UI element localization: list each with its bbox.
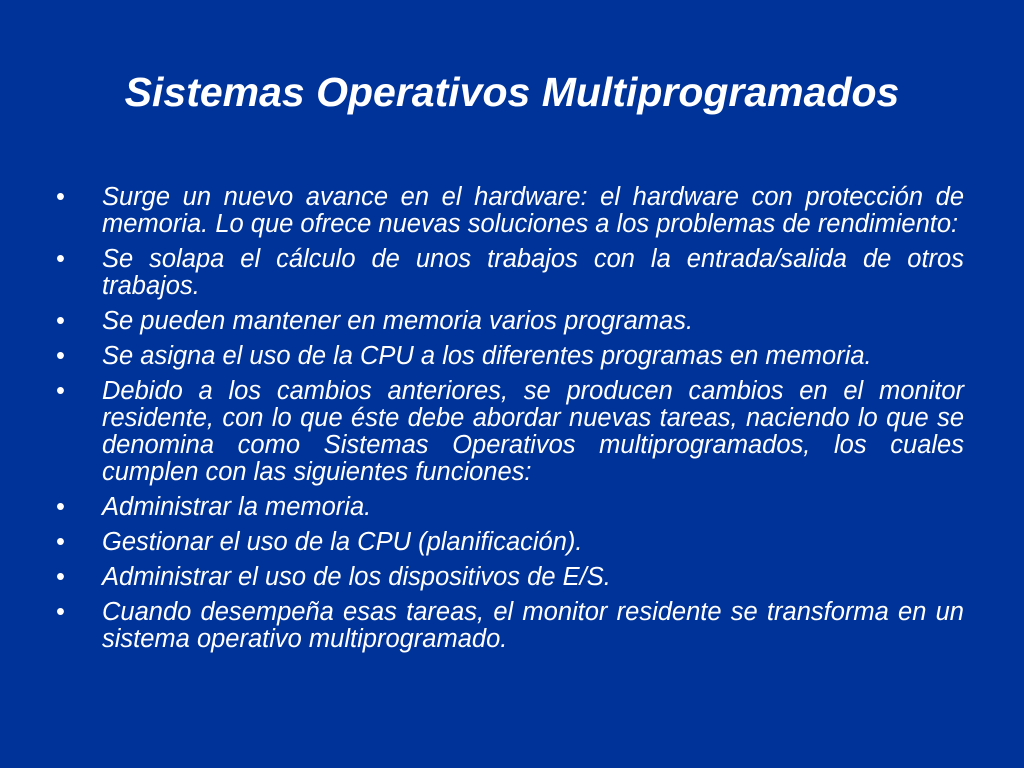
bullet-text: Se solapa el cálculo de unos trabajos con la entrada/salida de otros trabajos. <box>102 245 964 300</box>
bullet-text: Surge un nuevo avance en el hardware: el hardware con protección de memoria. Lo que ofrece nuevas soluciones a los problemas de rendimiento: <box>102 183 964 238</box>
bullet-item <box>56 246 964 300</box>
bullet-icon: • <box>56 342 65 370</box>
bullet-item <box>56 378 964 486</box>
bullet-icon: • <box>56 528 65 556</box>
bullet-text: Gestionar el uso de la CPU (planificación). <box>102 528 583 556</box>
bullet-text: Administrar el uso de los dispositivos de E/S. <box>102 563 611 591</box>
bullet-icon: • <box>56 563 65 591</box>
bullet-item <box>56 599 964 653</box>
slide-title: Sistemas Operativos Multiprogramados <box>124 69 900 115</box>
bullet-icon: • <box>56 245 65 273</box>
bullet-item <box>56 308 964 335</box>
bullet-list <box>56 184 964 661</box>
bullet-text: Se pueden mantener en memoria varios programas. <box>102 307 694 335</box>
bullet-item <box>56 564 964 591</box>
bullet-item <box>56 184 964 238</box>
bullet-text: Debido a los cambios anteriores, se producen cambios en el monitor residente, con lo que éste debe abordar nuevas tareas, naciendo lo que se denomina como Sistemas Operativos multiprogramados, los cuales cumplen con las siguientes funciones: <box>102 377 964 486</box>
bullet-icon: • <box>56 598 65 626</box>
bullet-icon: • <box>56 307 65 335</box>
bullet-item <box>56 494 964 521</box>
bullet-item <box>56 529 964 556</box>
bullet-text: Administrar la memoria. <box>102 493 372 521</box>
bullet-text: Se asigna el uso de la CPU a los diferentes programas en memoria. <box>102 342 872 370</box>
bullet-icon: • <box>56 377 65 405</box>
bullet-icon: • <box>56 183 65 211</box>
bullet-item <box>56 343 964 370</box>
bullet-text: Cuando desempeña esas tareas, el monitor residente se transforma en un sistema operativo multiprogramado. <box>102 598 964 653</box>
bullet-icon: • <box>56 493 65 521</box>
